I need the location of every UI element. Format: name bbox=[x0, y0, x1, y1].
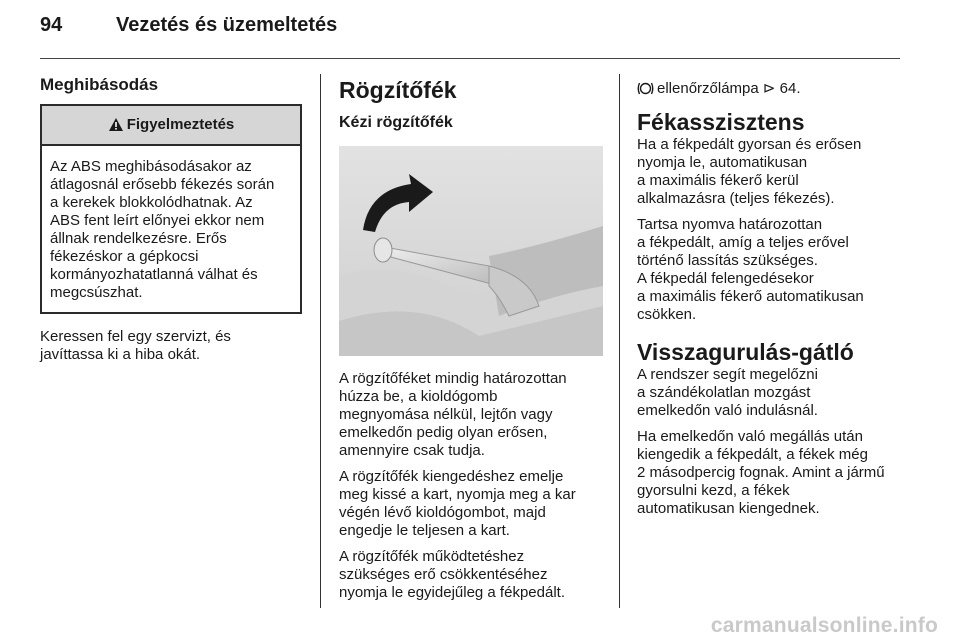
text-line: meg kissé a kart, nyomja meg a kar bbox=[339, 486, 576, 503]
text-line: a szándékolatlan mozgást bbox=[637, 384, 811, 401]
paragraph-fek-1 bbox=[637, 136, 907, 208]
section-heading-meghibasodas: Meghibásodás bbox=[40, 75, 159, 94]
text-line: A fékpedál felengedésekor bbox=[637, 270, 814, 287]
warning-box bbox=[40, 104, 302, 314]
watermark: carmanualsonline.info bbox=[710, 614, 938, 637]
text-line: A rögzítőfék kiengedéshez emelje bbox=[339, 468, 564, 485]
text-line: csökken. bbox=[637, 306, 697, 323]
text-line: megnyomása nélkül, lejtőn vagy bbox=[339, 406, 553, 423]
text-line: a fékpedált, amíg a teljes erővel bbox=[637, 234, 849, 251]
service-paragraph bbox=[40, 328, 302, 364]
column-divider-right bbox=[619, 74, 620, 608]
warning-line: megcsúszhat. bbox=[50, 284, 143, 301]
subheading-kezi-rogzitofek: Kézi rögzítőfék bbox=[339, 114, 453, 131]
page-title: Vezetés és üzemeltetés bbox=[116, 14, 338, 36]
text-line: automatikusan kiengednek. bbox=[637, 500, 820, 517]
paragraph-vissza-1 bbox=[637, 366, 907, 420]
column-middle bbox=[339, 76, 603, 610]
warning-line: kormányozhatatlanná válhat és bbox=[50, 266, 258, 283]
text-line: szükséges erő csökkentéséhez bbox=[339, 566, 548, 583]
warning-title-bar bbox=[42, 106, 300, 146]
page-number: 94 bbox=[40, 14, 63, 36]
text-line: emelkedőn való indulásnál. bbox=[637, 402, 818, 419]
text-line: alkalmazásra (teljes fékezés). bbox=[637, 190, 835, 207]
warning-line: Az ABS meghibásodásakor az bbox=[50, 158, 252, 175]
text-line: húzza be, a kioldógomb bbox=[339, 388, 498, 405]
text-line: A rendszer segít megelőzni bbox=[637, 366, 818, 383]
text-line: végén lévő kioldógombot, majd bbox=[339, 504, 546, 521]
paragraph-vissza-2 bbox=[637, 428, 907, 518]
paragraph-pull bbox=[339, 370, 603, 460]
warning-line: a kerekek blokkolódhatnak. Az bbox=[50, 194, 253, 211]
warning-line: átlagosnál erősebb fékezés során bbox=[50, 176, 275, 193]
warning-line: fékezéskor a gépkocsi bbox=[50, 248, 199, 265]
warning-line: ABS fent leírt előnyei ekkor nem bbox=[50, 212, 265, 229]
lamp-reference-text: ellenőrzőlámpa ⊳ 64. bbox=[657, 80, 801, 97]
lamp-reference bbox=[637, 80, 907, 98]
text-line: Ha emelkedőn való megállás után bbox=[637, 428, 863, 445]
text-line: Ha a fékpedált gyorsan és erősen bbox=[637, 136, 862, 153]
column-divider-left bbox=[320, 74, 321, 608]
text-line: Keressen fel egy szervizt, és bbox=[40, 328, 231, 345]
warning-title: Figyelmeztetés bbox=[126, 116, 235, 133]
header-divider bbox=[40, 58, 900, 59]
text-line: javíttassa ki a hiba okát. bbox=[40, 346, 201, 363]
text-line: Tartsa nyomva határozottan bbox=[637, 216, 823, 233]
text-line: a maximális fékerő kerül bbox=[637, 172, 799, 189]
paragraph-fek-2 bbox=[637, 216, 907, 324]
paragraph-force bbox=[339, 548, 603, 602]
text-line: A rögzítőféket mindig határozottan bbox=[339, 370, 567, 387]
warning-triangle-icon bbox=[108, 116, 127, 133]
page-header bbox=[40, 14, 337, 37]
text-line: engedje le teljesen a kart. bbox=[339, 522, 510, 539]
text-line: nyomja le, automatikusan bbox=[637, 154, 808, 171]
brake-warning-lamp-icon bbox=[637, 80, 657, 97]
text-line: amennyire csak tudja. bbox=[339, 442, 485, 459]
text-line: nyomja le egyidejűleg a fékpedált. bbox=[339, 584, 565, 601]
text-line: történő lassítás szükséges. bbox=[637, 252, 818, 269]
text-line: gyorsulni kezd, a fékek bbox=[637, 482, 790, 499]
text-line: a maximális fékerő automatikusan bbox=[637, 288, 864, 305]
column-right bbox=[637, 76, 907, 526]
column-left bbox=[40, 76, 302, 364]
text-line: A rögzítőfék működtetéshez bbox=[339, 548, 525, 565]
section-heading-fekasszisztens: Fékasszisztens bbox=[637, 109, 805, 135]
text-line: kiengedik a fékpedált, a fékek még bbox=[637, 446, 868, 463]
section-heading-rogzitofek: Rögzítőfék bbox=[339, 77, 457, 103]
handbrake-illustration bbox=[339, 146, 603, 356]
section-heading-visszagurulas-gatlo: Visszagurulás-gátló bbox=[637, 339, 854, 365]
paragraph-release bbox=[339, 468, 603, 540]
text-line: 2 másodpercig fognak. Amint a jármű bbox=[637, 464, 885, 481]
warning-line: állnak rendelkezésre. Erős bbox=[50, 230, 227, 247]
warning-text bbox=[42, 146, 300, 312]
text-line: emelkedőn pedig olyan erősen, bbox=[339, 424, 548, 441]
